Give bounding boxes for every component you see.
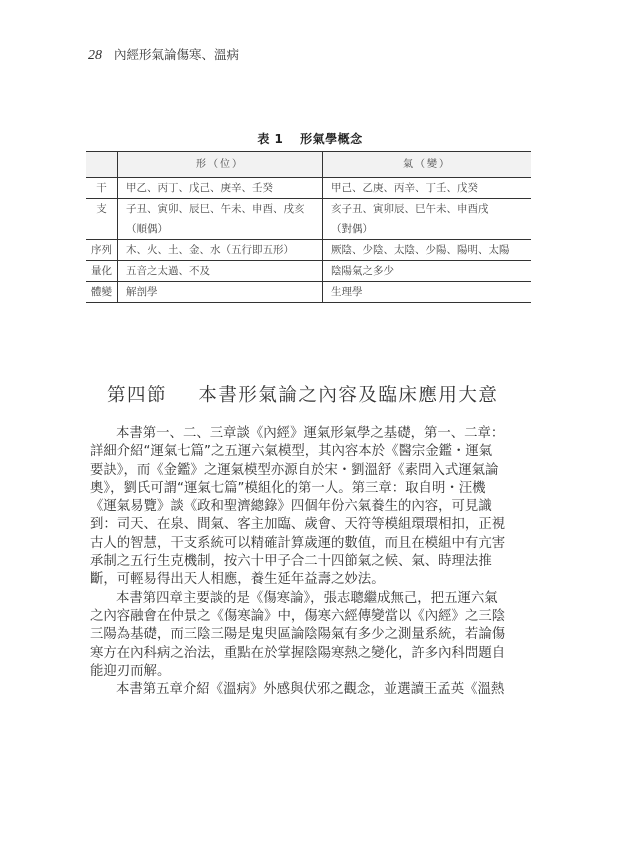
body-line: 到：司天、在泉、間氣、客主加臨、歲會、天符等模組環環相扣，正視 [90,517,506,533]
table-row [86,282,531,303]
header-qi: 氣（變） [323,152,532,178]
row-label: 干 [86,178,118,199]
section-number: 第四節 [107,385,168,406]
body-line: 能迎刃而解。 [90,663,171,679]
cell-form: 木、火、土、金、水（五行即五形） [118,240,323,261]
section-heading [107,381,498,407]
running-head [88,45,239,64]
concepts-table [86,151,531,303]
cell-qi-line: （對偶） [331,223,373,235]
row-label: 體變 [86,282,118,303]
cell-qi: 生理學 [323,282,532,303]
body-line: 承制之五行生克機制，按六十甲子合二十四節氣之候、氣、時理法推 [90,554,492,570]
table-row [86,261,531,282]
table-header-row [86,152,531,178]
cell-qi-line: 亥子丑、寅卯辰、巳午未、申酉戌 [331,203,489,215]
cell-form-line: （順偶） [126,223,168,235]
body-line: 《運氣易覽》談《政和聖濟總錄》四個年份六氣養生的內容，可見識 [90,499,492,515]
body-line: 奧》，劉氏可謂“運氣七篇”模組化的第一人。第三章：取自明・汪機 [90,480,486,496]
cell-qi: 厥陰、少陰、太陰、少陽、陽明、太陽 [323,240,532,261]
row-label: 量化 [86,261,118,282]
cell-form: 解剖學 [118,282,323,303]
body-line: 詳細介紹“運氣七篇”之五運六氣模型，其內容本於《醫宗金鑑・運氣 [90,444,493,460]
body-line: 斷，可輕易得出天人相應，養生延年益壽之妙法。 [90,572,385,588]
header-label-cell [86,152,118,178]
table-caption [0,130,620,147]
cell-qi: 甲己、乙庚、丙辛、丁壬、戊癸 [323,178,532,199]
page-number: 28 [88,48,102,63]
table-row [86,178,531,199]
cell-form: 甲乙、丙丁、戊己、庚辛、壬癸 [118,178,323,199]
cell-form [118,199,323,240]
body-line: 古人的智慧，干支系統可以精確計算歲運的數值，而且在模組中有亢害 [90,535,506,551]
cell-qi: 陰陽氣之多少 [323,261,532,282]
body-line: 本書第五章介紹《溫病》外感與伏邪之觀念，並選讀王孟英《溫熱 [116,682,505,698]
cell-qi [323,199,532,240]
body-line: 三陽為基礎，而三陰三陽是鬼臾區論陰陽氣有多少之測量系統，若論傷 [90,627,506,643]
body-line: 要訣》，而《金鑑》之運氣模型亦源自於宋・劉溫舒《素問入式運氣論 [90,462,499,478]
table-row [86,240,531,261]
row-label: 支 [86,199,118,240]
body-line: 本書第一、二、三章談《內經》運氣形氣學之基礎，第一、二章： [116,426,505,441]
header-form: 形（位） [118,152,323,178]
row-label: 序列 [86,240,118,261]
book-title: 內經形氣論傷寒、溫病 [113,47,239,62]
table-row [86,199,531,240]
body-line: 本書第四章主要談的是《傷寒論》，張志聰繼成無己，把五運六氣 [116,590,498,606]
table-caption-title: 形氣學概念 [300,132,363,146]
section-title: 本書形氣論之內容及臨床應用大意 [198,385,499,406]
table-caption-number: 表 1 [257,132,284,146]
body-line: 之內容融會在仲景之《傷寒論》中，傷寒六經傳變當以《內經》之三陰 [90,608,506,624]
cell-form: 五音之太過、不及 [118,261,323,282]
cell-form-line: 子丑、寅卯、辰巳、午未、申酉、戌亥 [126,203,305,215]
body-text [90,425,530,699]
body-line: 寒方在內科病之治法，重點在於掌握陰陽寒熱之變化，許多內科問題自 [90,645,506,661]
